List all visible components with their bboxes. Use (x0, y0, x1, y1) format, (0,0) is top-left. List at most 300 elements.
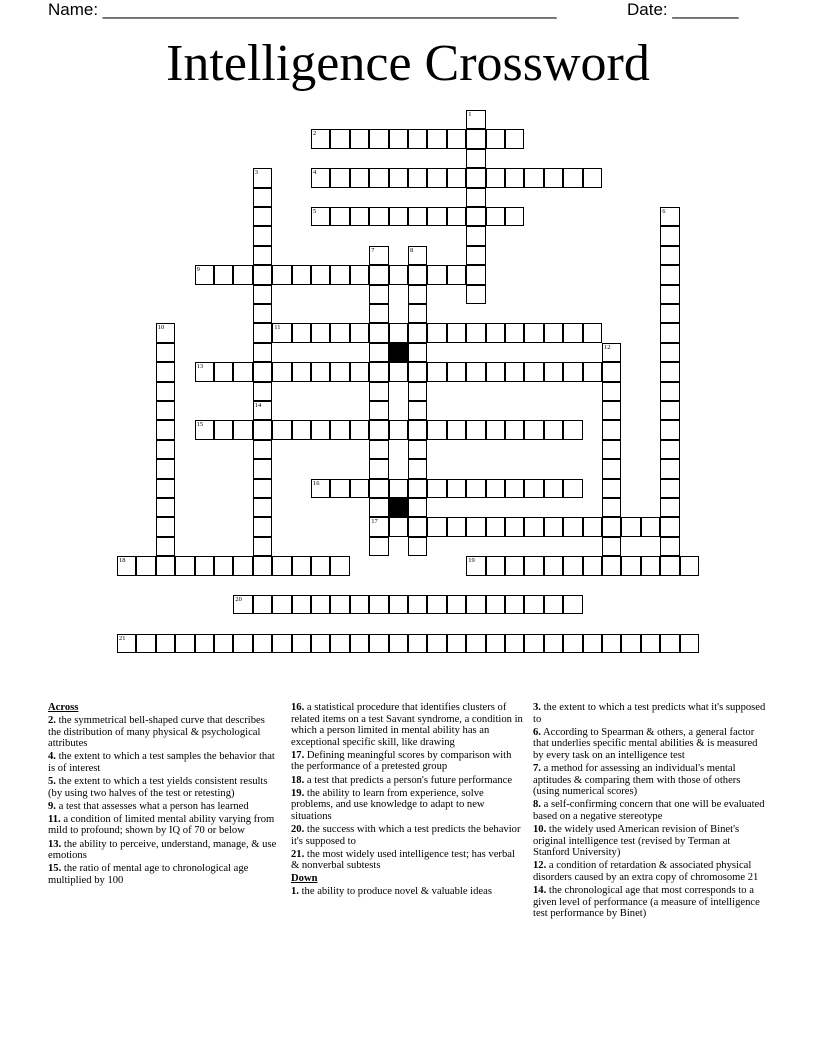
grid-cell[interactable] (660, 382, 679, 401)
grid-cell[interactable] (427, 129, 446, 148)
grid-cell[interactable] (117, 556, 136, 575)
grid-cell[interactable] (466, 517, 485, 536)
grid-cell[interactable] (660, 479, 679, 498)
grid-cell[interactable] (427, 420, 446, 439)
grid-cell[interactable] (602, 420, 621, 439)
grid-cell[interactable] (427, 634, 446, 653)
grid-cell[interactable] (330, 479, 349, 498)
grid-cell[interactable] (505, 634, 524, 653)
grid-cell[interactable] (660, 420, 679, 439)
grid-cell[interactable] (253, 556, 272, 575)
grid-cell[interactable] (602, 517, 621, 536)
grid-cell[interactable] (389, 420, 408, 439)
grid-cell[interactable] (156, 323, 175, 342)
grid-cell[interactable] (272, 634, 291, 653)
grid-cell[interactable] (369, 537, 388, 556)
grid-cell[interactable] (602, 401, 621, 420)
grid-cell[interactable] (427, 479, 446, 498)
grid-cell[interactable] (292, 595, 311, 614)
grid-cell[interactable] (350, 207, 369, 226)
grid-cell[interactable] (369, 459, 388, 478)
grid-cell[interactable] (544, 420, 563, 439)
grid-cell[interactable] (330, 207, 349, 226)
grid-cell[interactable] (408, 537, 427, 556)
grid-cell[interactable] (350, 420, 369, 439)
grid-cell[interactable] (563, 420, 582, 439)
grid-cell[interactable] (660, 207, 679, 226)
grid-cell[interactable] (583, 362, 602, 381)
grid-cell[interactable] (486, 168, 505, 187)
grid-cell[interactable] (330, 265, 349, 284)
grid-cell[interactable] (330, 129, 349, 148)
grid-cell[interactable] (253, 537, 272, 556)
grid-cell[interactable] (292, 556, 311, 575)
grid-cell[interactable] (369, 479, 388, 498)
grid-cell[interactable] (486, 362, 505, 381)
grid-cell[interactable] (660, 401, 679, 420)
grid-cell[interactable] (583, 168, 602, 187)
grid-cell[interactable] (156, 362, 175, 381)
grid-cell[interactable] (175, 634, 194, 653)
grid-cell[interactable] (253, 382, 272, 401)
grid-cell[interactable] (563, 556, 582, 575)
grid-cell[interactable] (214, 265, 233, 284)
grid-cell[interactable] (563, 517, 582, 536)
grid-cell[interactable] (408, 168, 427, 187)
grid-cell[interactable] (524, 479, 543, 498)
grid-cell[interactable] (524, 595, 543, 614)
grid-cell[interactable] (486, 479, 505, 498)
grid-cell[interactable] (447, 362, 466, 381)
grid-cell[interactable] (195, 556, 214, 575)
grid-cell[interactable] (195, 362, 214, 381)
grid-cell[interactable] (447, 168, 466, 187)
grid-cell[interactable] (544, 168, 563, 187)
grid-cell[interactable] (447, 634, 466, 653)
grid-cell[interactable] (117, 634, 136, 653)
grid-cell[interactable] (583, 517, 602, 536)
grid-cell[interactable] (253, 265, 272, 284)
grid-cell[interactable] (214, 362, 233, 381)
grid-cell[interactable] (466, 323, 485, 342)
grid-cell[interactable] (408, 634, 427, 653)
grid-cell[interactable] (292, 420, 311, 439)
grid-cell[interactable] (466, 207, 485, 226)
grid-cell[interactable] (563, 479, 582, 498)
grid-cell[interactable] (427, 265, 446, 284)
grid-cell[interactable] (466, 634, 485, 653)
grid-cell[interactable] (369, 517, 388, 536)
grid-cell[interactable] (253, 207, 272, 226)
grid-cell[interactable] (408, 498, 427, 517)
grid-cell[interactable] (427, 517, 446, 536)
across-clue: 13. the ability to perceive, understand, manage, & use emotions (48, 838, 277, 862)
grid-cell[interactable] (214, 556, 233, 575)
grid-cell[interactable] (369, 382, 388, 401)
grid-cell[interactable] (369, 265, 388, 284)
grid-cell[interactable] (621, 517, 640, 536)
grid-cell[interactable] (350, 479, 369, 498)
grid-cell[interactable] (389, 129, 408, 148)
grid-cell[interactable] (427, 323, 446, 342)
grid-cell[interactable] (427, 362, 446, 381)
grid-cell[interactable] (660, 634, 679, 653)
grid-cell[interactable] (466, 129, 485, 148)
grid-cell[interactable] (253, 226, 272, 245)
grid-cell[interactable] (680, 556, 699, 575)
grid-cell[interactable] (466, 285, 485, 304)
grid-cell[interactable] (369, 595, 388, 614)
grid-cell[interactable] (563, 168, 582, 187)
grid-cell[interactable] (408, 595, 427, 614)
grid-cell[interactable] (602, 537, 621, 556)
grid-cell[interactable] (389, 265, 408, 284)
grid-cell[interactable] (621, 556, 640, 575)
grid-cell[interactable] (389, 634, 408, 653)
grid-cell[interactable] (253, 362, 272, 381)
grid-cell[interactable] (311, 362, 330, 381)
grid-cell[interactable] (369, 323, 388, 342)
grid-cell[interactable] (505, 479, 524, 498)
grid-cell[interactable] (660, 556, 679, 575)
grid-cell[interactable] (505, 556, 524, 575)
grid-cell[interactable] (544, 556, 563, 575)
grid-cell[interactable] (369, 343, 388, 362)
grid-cell[interactable] (389, 207, 408, 226)
grid-cell[interactable] (253, 246, 272, 265)
grid-cell[interactable] (447, 323, 466, 342)
grid-cell[interactable] (505, 517, 524, 536)
grid-cell[interactable] (156, 401, 175, 420)
grid-cell[interactable] (272, 323, 291, 342)
grid-cell[interactable] (253, 304, 272, 323)
grid-cell[interactable] (583, 634, 602, 653)
grid-cell[interactable] (602, 479, 621, 498)
grid-cell[interactable] (389, 323, 408, 342)
grid-cell[interactable] (602, 459, 621, 478)
grid-cell[interactable] (602, 498, 621, 517)
grid-cell[interactable] (466, 479, 485, 498)
grid-cell[interactable] (544, 479, 563, 498)
grid-cell[interactable] (466, 110, 485, 129)
grid-cell[interactable] (524, 517, 543, 536)
grid-cell[interactable] (253, 168, 272, 187)
grid-cell[interactable] (156, 537, 175, 556)
grid-cell[interactable] (660, 498, 679, 517)
grid-cell[interactable] (660, 304, 679, 323)
grid-cell[interactable] (447, 420, 466, 439)
grid-cell[interactable] (369, 207, 388, 226)
grid-cell[interactable] (311, 265, 330, 284)
grid-cell[interactable] (447, 129, 466, 148)
grid-cell[interactable] (408, 343, 427, 362)
grid-cell[interactable] (369, 420, 388, 439)
grid-cell[interactable] (253, 595, 272, 614)
grid-cell[interactable] (563, 323, 582, 342)
grid-cell[interactable] (583, 556, 602, 575)
grid-cell[interactable] (427, 207, 446, 226)
grid-cell[interactable] (524, 323, 543, 342)
grid-cell[interactable] (641, 517, 660, 536)
grid-cell[interactable] (505, 207, 524, 226)
grid-cell[interactable] (175, 556, 194, 575)
grid-cell[interactable] (524, 168, 543, 187)
grid-cell[interactable] (486, 129, 505, 148)
grid-cell[interactable] (253, 343, 272, 362)
grid-cell[interactable] (505, 323, 524, 342)
grid-cell[interactable] (272, 556, 291, 575)
grid-cell[interactable] (660, 343, 679, 362)
grid-cell[interactable] (505, 129, 524, 148)
grid-cell[interactable] (447, 207, 466, 226)
grid-cell[interactable] (292, 323, 311, 342)
grid-cell[interactable] (389, 168, 408, 187)
grid-cell[interactable] (330, 634, 349, 653)
grid-cell[interactable] (602, 440, 621, 459)
grid-cell[interactable] (466, 246, 485, 265)
grid-cell[interactable] (156, 479, 175, 498)
grid-cell[interactable] (311, 207, 330, 226)
down-clue: 1. the ability to produce novel & valuable ideas (291, 886, 492, 898)
grid-cell[interactable] (233, 420, 252, 439)
grid-cell[interactable] (408, 440, 427, 459)
grid-cell[interactable] (466, 556, 485, 575)
grid-cell[interactable] (253, 401, 272, 420)
grid-cell[interactable] (680, 634, 699, 653)
grid-cell[interactable] (408, 323, 427, 342)
grid-cell[interactable] (466, 420, 485, 439)
grid-cell[interactable] (408, 304, 427, 323)
grid-cell[interactable] (253, 420, 272, 439)
grid-cell[interactable] (389, 479, 408, 498)
grid-cell[interactable] (195, 265, 214, 284)
grid-cell[interactable] (311, 168, 330, 187)
grid-cell[interactable] (369, 246, 388, 265)
grid-cell[interactable] (253, 634, 272, 653)
grid-cell[interactable] (350, 362, 369, 381)
grid-cell[interactable] (505, 362, 524, 381)
grid-cell[interactable] (486, 556, 505, 575)
grid-cell[interactable] (660, 362, 679, 381)
grid-cell[interactable] (466, 149, 485, 168)
grid-cell[interactable] (330, 168, 349, 187)
grid-cell[interactable] (350, 265, 369, 284)
grid-cell[interactable] (156, 634, 175, 653)
grid-cell[interactable] (156, 420, 175, 439)
grid-cell[interactable] (660, 246, 679, 265)
grid-cell[interactable] (330, 362, 349, 381)
grid-cell[interactable] (369, 362, 388, 381)
grid-cell[interactable] (408, 129, 427, 148)
grid-cell[interactable] (408, 517, 427, 536)
grid-cell[interactable] (136, 556, 155, 575)
grid-cell[interactable] (156, 382, 175, 401)
grid-cell[interactable] (311, 129, 330, 148)
grid-cell[interactable] (408, 382, 427, 401)
grid-cell[interactable] (253, 285, 272, 304)
grid-cell[interactable] (292, 634, 311, 653)
grid-cell[interactable] (641, 634, 660, 653)
grid-cell[interactable] (583, 323, 602, 342)
grid-cell[interactable] (156, 459, 175, 478)
grid-cell[interactable] (544, 595, 563, 614)
grid-cell[interactable] (369, 285, 388, 304)
grid-cell[interactable] (350, 595, 369, 614)
grid-cell[interactable] (466, 362, 485, 381)
grid-cell[interactable] (408, 479, 427, 498)
grid-cell[interactable] (408, 420, 427, 439)
grid-cell[interactable] (660, 459, 679, 478)
grid-cell[interactable] (505, 168, 524, 187)
grid-cell[interactable] (350, 634, 369, 653)
grid-cell[interactable] (233, 595, 252, 614)
grid-cell[interactable] (505, 595, 524, 614)
grid-cell[interactable] (641, 556, 660, 575)
grid-cell[interactable] (330, 323, 349, 342)
grid-cell[interactable] (486, 634, 505, 653)
grid-cell[interactable] (253, 323, 272, 342)
grid-cell[interactable] (369, 304, 388, 323)
grid-cell[interactable] (156, 556, 175, 575)
grid-cell[interactable] (408, 285, 427, 304)
grid-cell[interactable] (350, 168, 369, 187)
grid-cell[interactable] (408, 207, 427, 226)
across-clue: 2. the symmetrical bell-shaped curve that describes the distribution of many physical & psychological attributes (48, 715, 265, 750)
grid-cell[interactable] (563, 595, 582, 614)
grid-cell[interactable] (195, 634, 214, 653)
grid-cell[interactable] (621, 634, 640, 653)
grid-cell[interactable] (660, 265, 679, 284)
grid-cell[interactable] (408, 401, 427, 420)
grid-cell[interactable] (466, 265, 485, 284)
grid-cell[interactable] (272, 362, 291, 381)
grid-cell[interactable] (311, 556, 330, 575)
grid-cell[interactable] (272, 420, 291, 439)
grid-cell[interactable] (233, 556, 252, 575)
grid-cell[interactable] (524, 556, 543, 575)
grid-cell[interactable] (156, 440, 175, 459)
grid-cell[interactable] (486, 420, 505, 439)
grid-cell[interactable] (466, 595, 485, 614)
grid-cell[interactable] (156, 498, 175, 517)
grid-cell[interactable] (427, 595, 446, 614)
grid-cell[interactable] (156, 343, 175, 362)
grid-cell[interactable] (524, 420, 543, 439)
grid-cell[interactable] (660, 517, 679, 536)
grid-cell[interactable] (447, 265, 466, 284)
grid-cell[interactable] (602, 382, 621, 401)
grid-cell[interactable] (660, 323, 679, 342)
across-clue: 18. a test that predicts a person's future performance (291, 774, 513, 786)
grid-cell[interactable] (253, 498, 272, 517)
grid-cell[interactable] (408, 265, 427, 284)
grid-cell[interactable] (136, 634, 155, 653)
down-clue: 12. a condition of retardation & associated physical disorders caused by an extra copy of chromosome 21 (533, 860, 759, 883)
grid-cell[interactable] (311, 634, 330, 653)
grid-cell[interactable] (233, 265, 252, 284)
grid-cell[interactable] (408, 362, 427, 381)
grid-cell[interactable] (486, 595, 505, 614)
grid-cell[interactable] (602, 556, 621, 575)
grid-cell[interactable] (524, 634, 543, 653)
grid-cell[interactable] (466, 188, 485, 207)
grid-cell[interactable] (330, 420, 349, 439)
grid-cell[interactable] (272, 595, 291, 614)
grid-cell[interactable] (389, 362, 408, 381)
grid-cell[interactable] (427, 168, 446, 187)
grid-cell[interactable] (447, 595, 466, 614)
grid-cell[interactable] (369, 498, 388, 517)
grid-cell[interactable] (408, 459, 427, 478)
grid-cell[interactable] (563, 634, 582, 653)
grid-cell[interactable] (311, 420, 330, 439)
grid-cell[interactable] (544, 362, 563, 381)
grid-cell[interactable] (369, 440, 388, 459)
grid-cell[interactable] (524, 362, 543, 381)
grid-cell[interactable] (350, 323, 369, 342)
grid-cell[interactable] (214, 634, 233, 653)
grid-cell[interactable] (486, 323, 505, 342)
grid-cell[interactable] (505, 420, 524, 439)
grid-cell[interactable] (660, 226, 679, 245)
grid-cell[interactable] (292, 265, 311, 284)
grid-cell[interactable] (466, 168, 485, 187)
grid-cell[interactable] (660, 440, 679, 459)
grid-cell[interactable] (486, 207, 505, 226)
grid-cell[interactable] (602, 362, 621, 381)
grid-cell[interactable] (233, 362, 252, 381)
grid-cell[interactable] (660, 537, 679, 556)
grid-cell[interactable] (544, 517, 563, 536)
grid-cell[interactable] (253, 479, 272, 498)
grid-cell[interactable] (292, 362, 311, 381)
grid-cell[interactable] (602, 634, 621, 653)
grid-cell[interactable] (156, 517, 175, 536)
grid-cell[interactable] (602, 343, 621, 362)
grid-cell[interactable] (369, 168, 388, 187)
grid-cell[interactable] (350, 129, 369, 148)
grid-cell[interactable] (660, 285, 679, 304)
grid-cell[interactable] (253, 459, 272, 478)
grid-cell[interactable] (311, 323, 330, 342)
grid-cell[interactable] (447, 479, 466, 498)
grid-cell[interactable] (233, 634, 252, 653)
grid-cell[interactable] (389, 595, 408, 614)
grid-cell[interactable] (369, 129, 388, 148)
grid-cell[interactable] (330, 595, 349, 614)
across-clue: 4. the extent to which a test samples the behavior that is of interest (48, 751, 275, 774)
grid-cell[interactable] (466, 226, 485, 245)
grid-cell[interactable] (389, 517, 408, 536)
grid-cell[interactable] (311, 479, 330, 498)
grid-cell[interactable] (369, 634, 388, 653)
grid-cell[interactable] (330, 556, 349, 575)
grid-cell[interactable] (253, 440, 272, 459)
grid-cell[interactable] (253, 517, 272, 536)
grid-cell[interactable] (544, 634, 563, 653)
grid-cell[interactable] (544, 323, 563, 342)
grid-cell[interactable] (369, 401, 388, 420)
grid-cell[interactable] (311, 595, 330, 614)
grid-cell[interactable] (486, 517, 505, 536)
grid-cell[interactable] (214, 420, 233, 439)
grid-cell[interactable] (563, 362, 582, 381)
grid-cell[interactable] (195, 420, 214, 439)
grid-cell[interactable] (447, 517, 466, 536)
grid-cell[interactable] (408, 246, 427, 265)
grid-cell[interactable] (272, 265, 291, 284)
grid-cell[interactable] (253, 188, 272, 207)
